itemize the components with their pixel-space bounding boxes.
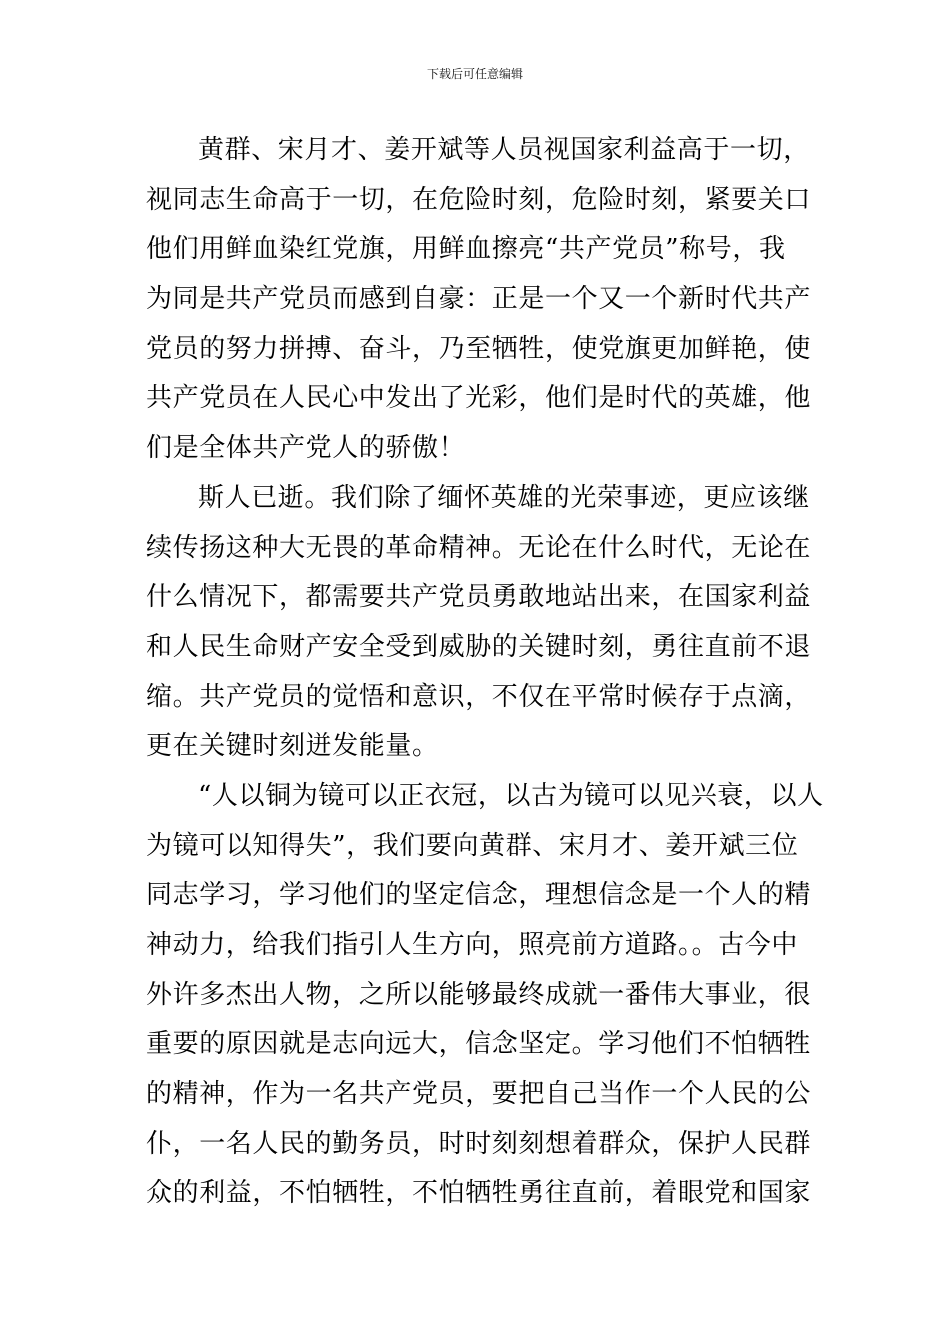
paragraph-line: 的精神，作为一名共产党员，要把自己当作一个人民的公 [146,1079,812,1110]
paragraph-line: 缩。共产党员的觉悟和意识，不仅在平常时候存于点滴， [146,681,812,712]
paragraph-line: 什么情况下，都需要共产党员勇敢地站出来，在国家利益 [146,582,812,613]
paragraph-line: 共产党员在人民心中发出了光彩，他们是时代的英雄，他 [146,383,812,414]
paragraph-line: 续传扬这种大无畏的革命精神。无论在什么时代，无论在 [146,532,812,563]
paragraph-line: 同志学习，学习他们的坚定信念，理想信念是一个人的精 [146,880,812,911]
paragraph-line: 斯人已逝。我们除了缅怀英雄的光荣事迹，更应该继 [198,482,810,513]
paragraph-line: “人以铜为镜可以正衣冠，以古为镜可以见兴衰，以人 [198,780,824,811]
paragraph-line: 们是全体共产党人的骄傲！ [146,433,466,464]
paragraph-2 [146,474,812,772]
paragraph-line: 重要的原因就是志向远大，信念坚定。学习他们不怕牺牲 [146,1029,812,1060]
paragraph-line: 黄群、宋月才、姜开斌等人员视国家利益高于一切， [198,135,810,165]
paragraph-1 [146,126,812,474]
paragraph-line: 仆，一名人民的勤务员，时时刻刻想着群众，保护人民群 [146,1128,812,1159]
paragraph-line: 为镜可以知得失”，我们要向黄群、宋月才、姜开斌三位 [146,830,799,861]
paragraph-line: 他们用鲜血染红党旗，用鲜血擦亮“共产党员”称号，我 [146,234,786,265]
paragraph-line: 外许多杰出人物，之所以能够最终成就一番伟大事业，很 [146,979,812,1010]
paragraph-line: 和人民生命财产安全受到威胁的关键时刻，勇往直前不退 [146,631,812,662]
paragraph-line: 视同志生命高于一切，在危险时刻，危险时刻，紧要关口 [146,184,812,215]
paragraph-3 [146,772,824,1219]
document-body [146,126,824,1219]
page-header: 下载后可任意编辑 [426,67,523,81]
paragraph-line: 为同是共产党员而感到自豪：正是一个又一个新时代共产 [146,284,812,315]
paragraph-line: 众的利益，不怕牺牲，不怕牺牲勇往直前，着眼党和国家 [146,1178,812,1209]
paragraph-line: 神动力，给我们指引人生方向，照亮前方道路。。古今中 [146,930,799,960]
paragraph-line: 更在关键时刻迸发能量。 [146,731,439,762]
paragraph-line: 党员的努力拼搏、奋斗，乃至牺牲，使党旗更加鲜艳，使 [146,333,812,364]
